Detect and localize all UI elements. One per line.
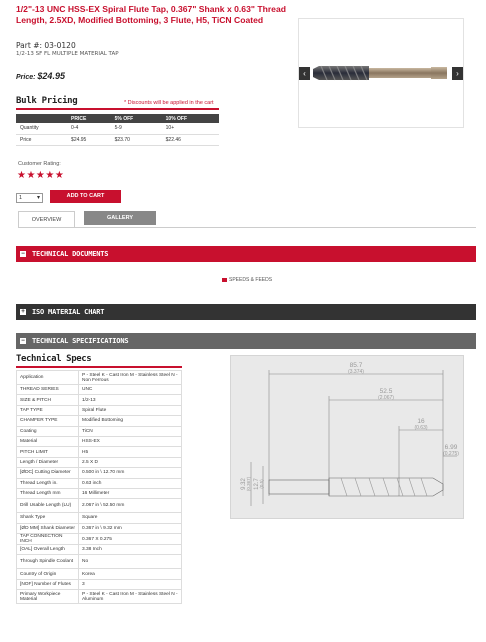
spec-key: Country of Origin xyxy=(17,569,79,579)
dim-lu-inch: (2.067) xyxy=(378,395,394,401)
spec-value: H5 xyxy=(79,447,182,457)
spec-key: Thread Length mm xyxy=(17,488,79,498)
discount-note: * Discounts will be applied in the cart xyxy=(124,100,214,106)
bulk-pricing-title: Bulk Pricing xyxy=(16,96,78,106)
spec-value: No xyxy=(79,555,182,569)
table-row xyxy=(17,513,182,523)
gallery-next-button[interactable]: › xyxy=(452,67,463,80)
tap-dimension-drawing xyxy=(231,356,465,520)
table-header: PRICE xyxy=(67,114,111,123)
spec-value: HSS-EX xyxy=(79,436,182,446)
spec-value: 1/2-13 xyxy=(79,395,182,405)
table-row xyxy=(17,534,182,545)
table-row xyxy=(17,405,182,415)
table-cell: $22.46 xyxy=(162,134,219,145)
price xyxy=(16,71,65,81)
table-row xyxy=(17,579,182,589)
spec-key: [ØDC] Cutting Diameter xyxy=(17,468,79,478)
dim-tl-inch: (0.63) xyxy=(414,425,428,431)
table-row xyxy=(17,436,182,446)
table-row xyxy=(17,478,182,488)
rating-label: Customer Rating: xyxy=(18,161,61,167)
spec-value: 3 xyxy=(79,579,182,589)
table-row xyxy=(17,555,182,569)
table-cell: $23.70 xyxy=(111,134,162,145)
technical-documents-toggle[interactable] xyxy=(16,246,476,262)
spec-key: Thread Length in. xyxy=(17,478,79,488)
section-title: TECHNICAL DOCUMENTS xyxy=(32,250,109,258)
table-row xyxy=(17,569,182,579)
dim-d1: 9.32 xyxy=(241,478,247,490)
table-cell: Price xyxy=(16,134,67,145)
spec-value: 16 Millimeter xyxy=(79,488,182,498)
tabs-divider xyxy=(18,227,476,228)
dim-d2-inch: (0.5) xyxy=(259,479,264,489)
spec-key: TAP CONNECTION INCH xyxy=(17,534,79,545)
tab-overview[interactable]: OVERVIEW xyxy=(18,211,75,228)
specs-divider xyxy=(16,366,182,368)
table-cell: 10+ xyxy=(162,123,219,134)
technical-specs-table xyxy=(16,370,182,604)
spec-key: SIZE & PITCH xyxy=(17,395,79,405)
section-title: TECHNICAL SPECIFICATIONS xyxy=(32,337,129,345)
table-row xyxy=(17,468,182,478)
product-gallery xyxy=(298,18,464,128)
dim-tl: 16 xyxy=(417,418,425,425)
technical-drawing xyxy=(230,355,464,519)
dim-oal: 85.7 xyxy=(349,362,363,369)
table-row xyxy=(17,447,182,457)
speeds-feeds-label: SPEEDS & FEEDS xyxy=(229,277,273,283)
dim-d1-inch: (0.367) xyxy=(246,476,251,492)
spec-value: 0.500 in \ 12.70 mm xyxy=(79,468,182,478)
spec-value: 2.5 X D xyxy=(79,457,182,467)
section-title: ISO MATERIAL CHART xyxy=(32,308,105,316)
dim-oal-inch: (3.374) xyxy=(348,369,364,375)
table-row xyxy=(17,426,182,436)
spec-key: Coating xyxy=(17,426,79,436)
spec-key: [OAL] Overall Length xyxy=(17,545,79,555)
tap-product-image xyxy=(311,61,451,85)
chevron-down-icon: ▾ xyxy=(36,195,40,201)
product-title: 1/2"-13 UNC HSS-EX Spiral Flute Tap, 0.367" Shank x 0.63" Thread Length, 2.5XD, Modified Bottoming, 3 Flute, H5, TiCN Coated xyxy=(16,4,286,25)
price-label: Price: xyxy=(16,74,36,81)
table-row xyxy=(17,385,182,395)
dim-sq: 6.99 xyxy=(444,444,458,451)
table-cell: Quantity xyxy=(16,123,67,134)
spec-value: UNC xyxy=(79,385,182,395)
short-description: 1/2-13 SF FL MULTIPLE MATERIAL TAP xyxy=(16,51,119,57)
table-row xyxy=(17,499,182,513)
table-cell: 0-4 xyxy=(67,123,111,134)
spec-key: CHAMFER TYPE xyxy=(17,416,79,426)
technical-specifications-toggle[interactable] xyxy=(16,333,476,349)
spec-key: Material xyxy=(17,436,79,446)
table-row xyxy=(16,134,219,145)
bulk-pricing-table xyxy=(16,114,219,146)
table-row xyxy=(17,590,182,604)
spec-key: [NOF] Number of Flutes xyxy=(17,579,79,589)
spec-key: Application xyxy=(17,371,79,385)
spec-value: 0.367 in \ 9.32 mm xyxy=(79,523,182,533)
quantity-value: 1 xyxy=(19,195,23,201)
price-amount: $24.95 xyxy=(37,71,65,81)
tab-gallery[interactable]: GALLERY xyxy=(84,211,156,225)
spec-value: 2.067 in \ 52.50 mm xyxy=(79,499,182,513)
spec-value: 0.367 X 0.275 xyxy=(79,534,182,545)
add-to-cart-button[interactable]: ADD TO CART xyxy=(50,190,121,203)
star-rating: ★★★★★ xyxy=(17,170,65,181)
spec-value: Square xyxy=(79,513,182,523)
spec-value: Korea xyxy=(79,569,182,579)
speeds-feeds-link[interactable] xyxy=(222,277,272,283)
gallery-prev-button[interactable]: ‹ xyxy=(299,67,310,80)
spec-key: THREAD SERIES xyxy=(17,385,79,395)
table-row xyxy=(17,395,182,405)
spec-value: 3.38 Inch xyxy=(79,545,182,555)
iso-material-chart-toggle[interactable] xyxy=(16,304,476,320)
dim-sq-inch: (0.275) xyxy=(443,451,459,457)
spec-key: Shank Type xyxy=(17,513,79,523)
dim-lu: 52.5 xyxy=(379,388,393,395)
spec-value: Modified Bottoming xyxy=(79,416,182,426)
spec-value: P - Steel K - Cast Iron M - Stainless Steel N - Non Ferrous xyxy=(79,371,182,385)
spec-value: P - Steel K - Cast Iron M - Stainless Steel N - Aluminum xyxy=(79,590,182,604)
table-row xyxy=(17,488,182,498)
minus-icon: − xyxy=(21,337,25,344)
spec-key: [ØD MM] Shank Diameter xyxy=(17,523,79,533)
spec-key: Drill Usable Length (LU) xyxy=(17,499,79,513)
table-cell: $24.95 xyxy=(67,134,111,145)
table-row xyxy=(16,123,219,134)
table-row xyxy=(17,545,182,555)
dim-d2: 12.7 xyxy=(254,478,260,490)
table-row xyxy=(17,416,182,426)
technical-specs-title: Technical Specs xyxy=(16,354,92,364)
document-icon xyxy=(222,278,227,282)
spec-key: TAP TYPE xyxy=(17,405,79,415)
spec-value: TiCN xyxy=(79,426,182,436)
bulk-divider xyxy=(16,108,219,110)
table-cell: 5-9 xyxy=(111,123,162,134)
table-header: 5% OFF xyxy=(111,114,162,123)
spec-key: Primary Workpiece Material xyxy=(17,590,79,604)
plus-icon: + xyxy=(21,308,25,315)
minus-icon: − xyxy=(21,250,25,257)
spec-key: Length / Diameter xyxy=(17,457,79,467)
spec-value: 0.63 inch xyxy=(79,478,182,488)
spec-key: Through Spindle Coolant xyxy=(17,555,79,569)
table-row xyxy=(17,523,182,533)
table-header: 10% OFF xyxy=(162,114,219,123)
quantity-select[interactable] xyxy=(16,193,43,203)
table-row xyxy=(17,457,182,467)
table-header xyxy=(16,114,67,123)
table-row xyxy=(17,371,182,385)
spec-value: Spiral Flute xyxy=(79,405,182,415)
spec-key: PITCH LIMIT xyxy=(17,447,79,457)
part-number: Part #: 03-0120 xyxy=(16,41,76,50)
